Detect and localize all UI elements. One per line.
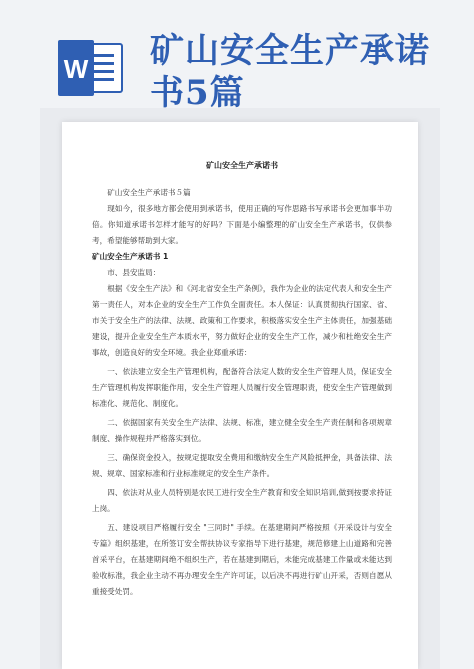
- header-banner: [0, 0, 474, 112]
- salutation: 市、县安监局：: [107, 268, 161, 277]
- paragraph-3: 二、依据国家有关安全生产法律、法规、标准，建立健全安全生产责任制和各项规章制度、操作规程并严格落实到位。: [92, 418, 392, 443]
- word-icon-letter: W: [63, 54, 89, 84]
- section-heading: 矿山安全生产承诺书 1: [92, 252, 169, 261]
- paragraph-2: 一、依法建立安全生产管理机构，配备符合法定人数的安全生产管理人员，保证安全生产管理机构发挥职能作用，安全生产管理人员履行安全管理职责，使安全生产管理做到标准化、规范化、制度化。: [92, 367, 392, 408]
- document-page: [62, 122, 418, 669]
- paragraph-1: 根据《安全生产法》和《河北省安全生产条例》，我作为企业的法定代表人和安全生产第一责任人，对本企业的安全生产工作负全面责任。本人保证：认真贯彻执行国家、省、市关于安全生产的法律、法规、政策和工作要求，积极落实安全生产主体责任，加强基础建设，提升企业安全生产本质水平，努力做好企业的安全生产工作，减少和杜绝安全生产事故，创造良好的安全环境。我企业郑重承诺：: [92, 284, 392, 357]
- paragraph-4: 三、确保资金投入，按规定提取安全费用和缴纳安全生产风险抵押金，具备法律、法规、规章、国家标准和行业标准规定的安全生产条件。: [92, 453, 392, 478]
- document-title: 矿山安全生产承诺书: [206, 161, 278, 170]
- paragraph-6: 五、建设项目严格履行安全 "三同时" 手续。在基建期间严格按照《开采设计与安全专篇》组织基建，在所签订安全帮扶协议专家指导下进行基建，规范修建上山道路和完善首采平台，在基建期间绝不组织生产，若在基建到期后，未能完成基建工作量或未能达到验收标准，我企业主动不再办理安全生产许可证，以后决不再进行矿山开采，否则自愿从重接受处罚。: [92, 523, 392, 596]
- page-title: 矿山安全生产承诺书5篇: [150, 31, 430, 113]
- paragraph-5: 四、依法对从业人员特别是农民工进行安全生产教育和安全知识培训,做到按要求持证上岗。: [92, 488, 392, 513]
- intro-paragraph: 现如今，很多地方都会使用到承诺书，使用正确的写作思路书写承诺书会更加事半功倍。你知道承诺书怎样才能写的好吗？下面是小编整理的矿山安全生产承诺书，仅供参考，希望能够帮助到大家。: [92, 204, 392, 245]
- document-subtitle: 矿山安全生产承诺书５篇: [107, 188, 191, 197]
- word-document-icon: [56, 40, 126, 96]
